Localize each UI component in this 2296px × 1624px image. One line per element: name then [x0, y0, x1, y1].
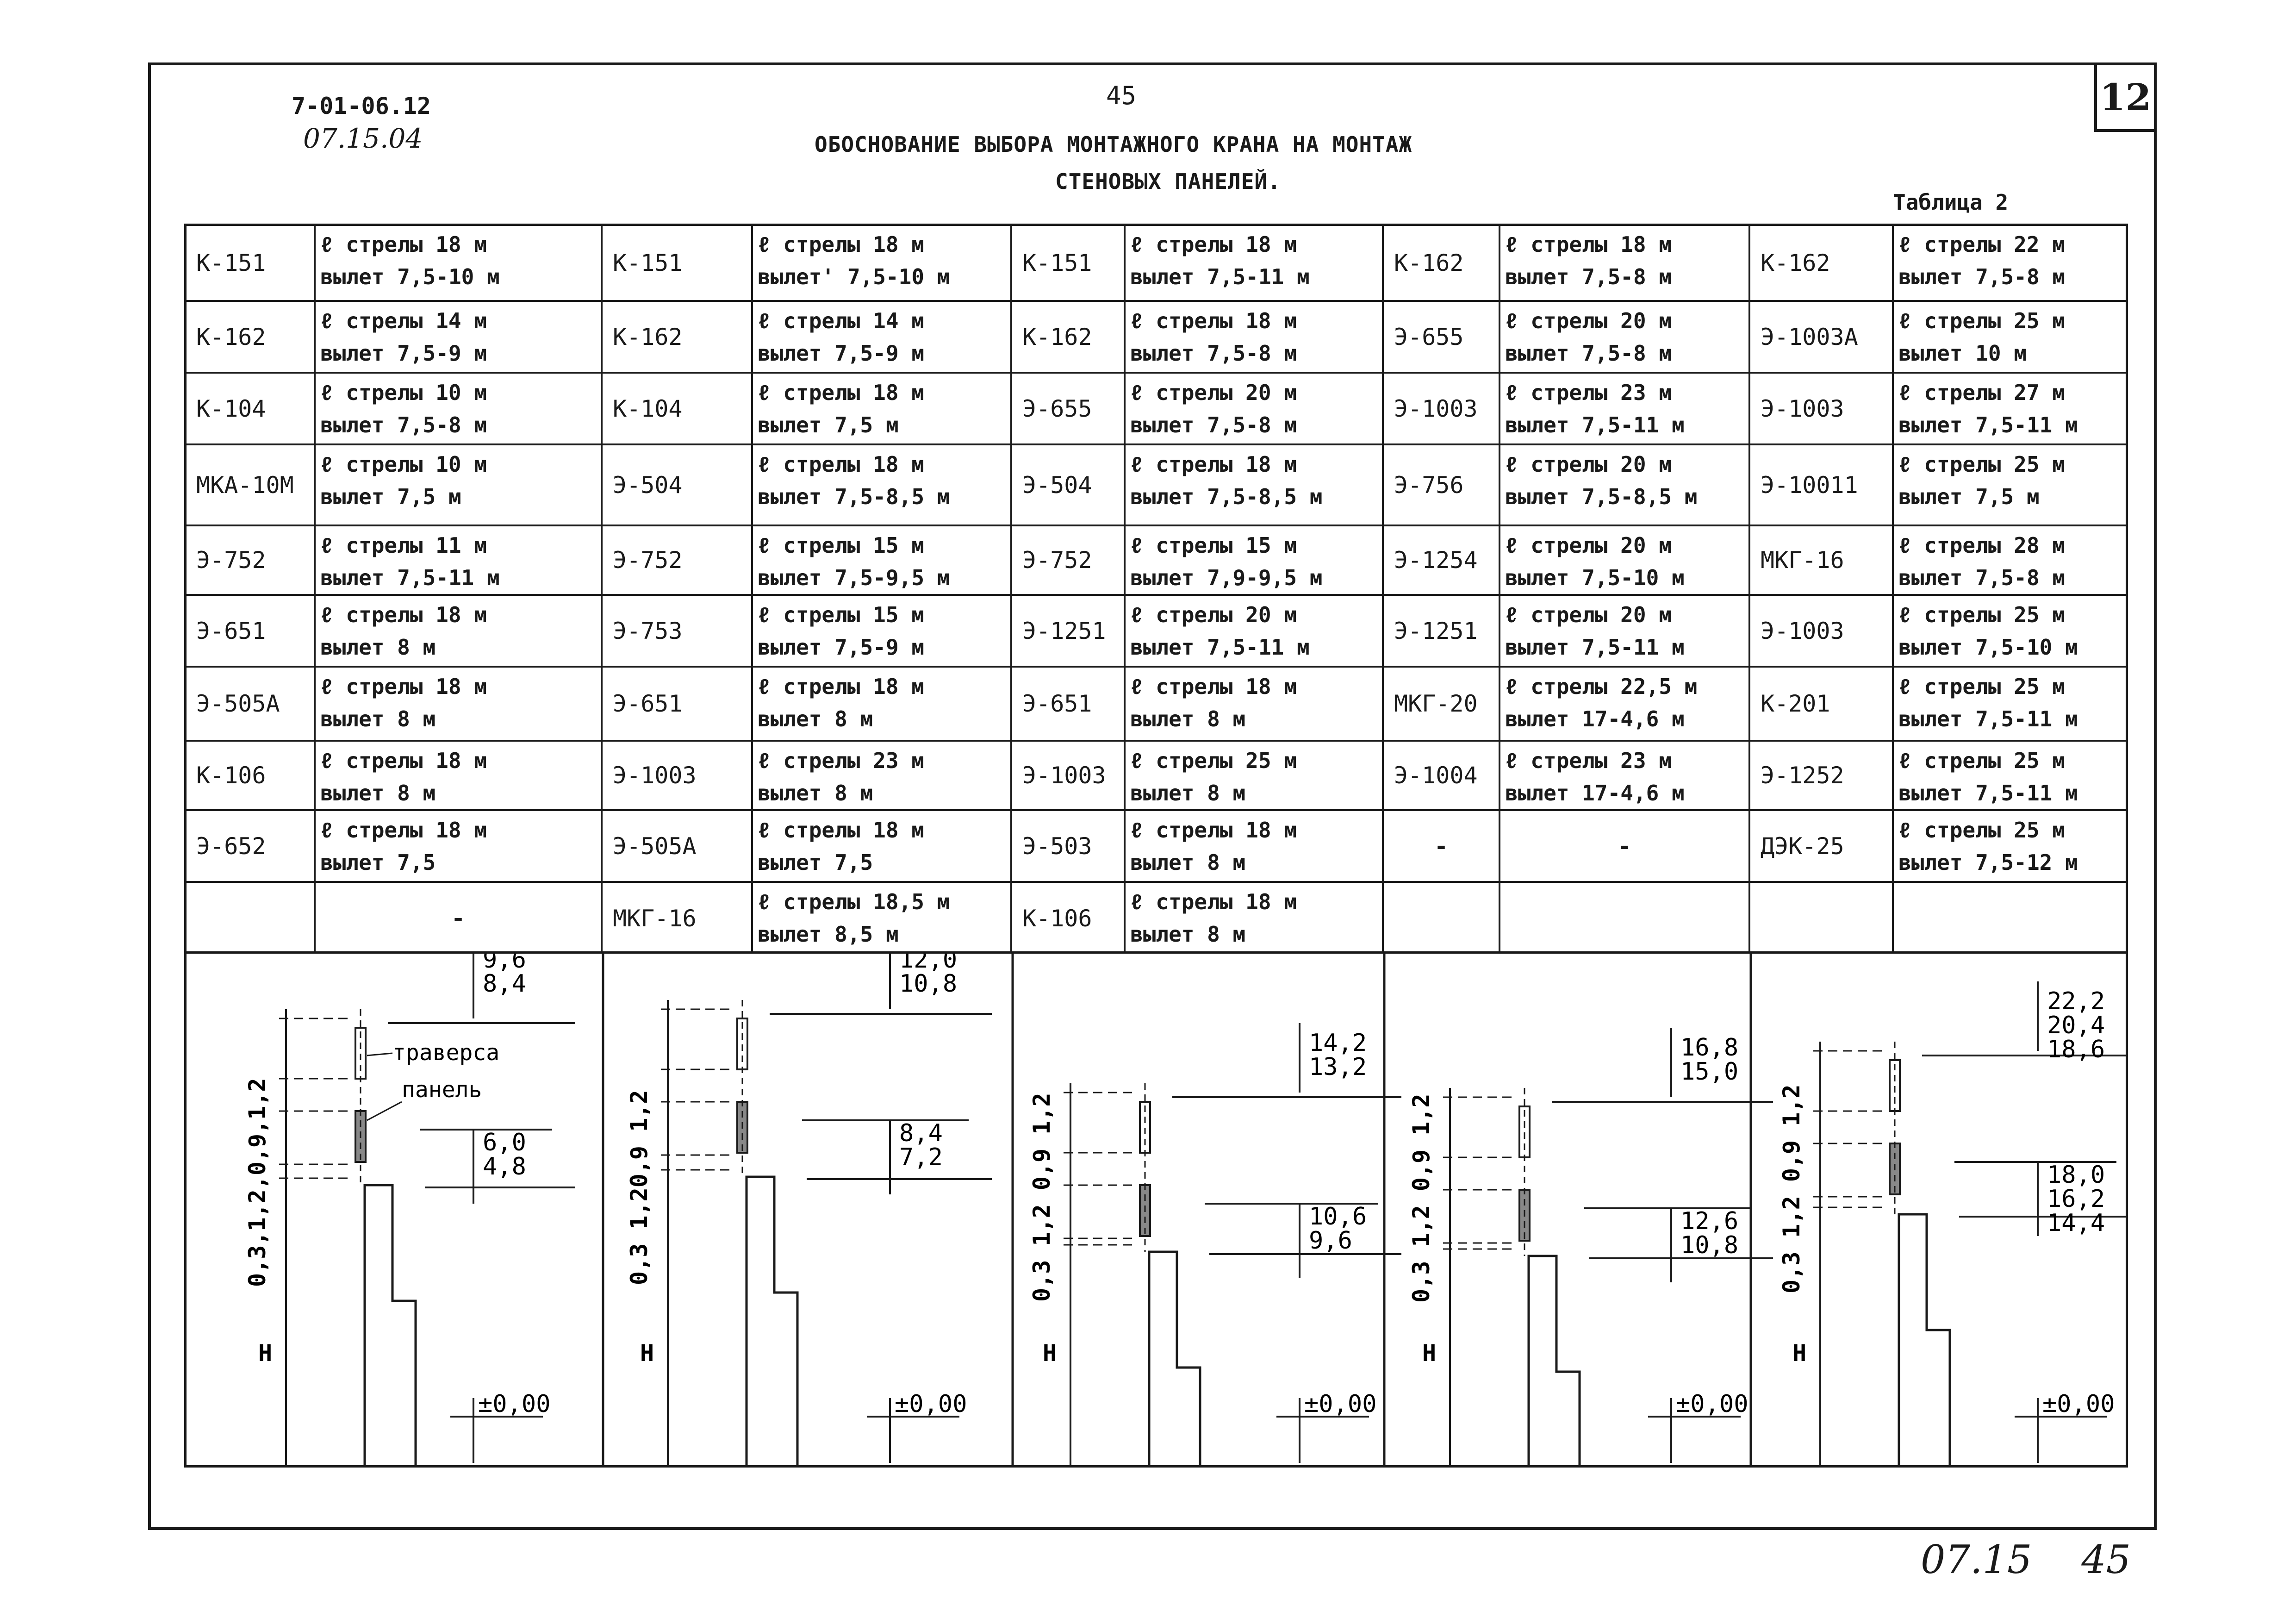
- boom-length: ℓ стрелы 18,5 м: [758, 889, 950, 914]
- reach: вылет 7,5-11 м: [1130, 635, 1310, 660]
- boom-length: ℓ стрелы 25 м: [1898, 748, 2065, 773]
- traverse-label: траверса: [392, 1040, 500, 1066]
- reach: вылет 7,5-11 м: [1898, 781, 2078, 806]
- reach: вылет 8 м: [320, 706, 436, 731]
- zero-elevation: ±0,00: [895, 1390, 967, 1418]
- crane-spec-cell: [1124, 525, 1382, 594]
- reach: вылет 7,9-9,5 м: [1130, 565, 1323, 590]
- building-outline: [1899, 1214, 1950, 1465]
- top-elevation: 10,8: [899, 970, 958, 998]
- crane-code-cell: Э-1251: [1010, 594, 1124, 666]
- crane-code-cell: К-162: [1748, 224, 1892, 300]
- reach: вылет 7,5-9 м: [758, 635, 925, 660]
- crane-spec-cell: [314, 224, 601, 300]
- boom-length: ℓ стрелы 23 м: [1505, 748, 1672, 773]
- crane-spec-cell: [1124, 594, 1382, 666]
- crane-spec-cell: [751, 372, 1010, 443]
- crane-code-cell: К-106: [184, 740, 314, 809]
- crane-code-cell: Э-1254: [1382, 525, 1499, 594]
- height-label: Н: [640, 1340, 654, 1367]
- boom-length: ℓ стрелы 11 м: [320, 533, 487, 558]
- boom-length: ℓ стрелы 18 м: [320, 748, 487, 773]
- sheet-number-box: [2094, 62, 2157, 132]
- top-elevation: 22,2: [2047, 987, 2105, 1015]
- crane-code-cell: Э-651: [184, 594, 314, 666]
- reach: вылет 7,5-11 м: [1898, 412, 2078, 437]
- boom-length: ℓ стрелы 18 м: [1130, 452, 1297, 477]
- boom-length: ℓ стрелы 10 м: [320, 452, 487, 477]
- vertical-dimension-label: 0,3 1,2 0,9 1,2: [1028, 1093, 1055, 1302]
- crane-code-cell: Э-652: [184, 809, 314, 881]
- building-outline: [1149, 1252, 1200, 1465]
- boom-length: ℓ стрелы 14 м: [758, 308, 924, 333]
- boom-length: ℓ стрелы 22 м: [1898, 232, 2065, 257]
- top-elevation: 15,0: [1680, 1058, 1739, 1086]
- zero-elevation: ±0,00: [478, 1390, 551, 1418]
- boom-length: ℓ стрелы 15 м: [758, 602, 924, 627]
- height-label: Н: [1422, 1340, 1437, 1367]
- crane-code-cell: К-151: [601, 224, 751, 300]
- reach: вылет 10 м: [1898, 341, 2027, 366]
- top-elevation: 12,0: [899, 954, 958, 974]
- crane-code-cell: К-104: [184, 372, 314, 443]
- boom-length: ℓ стрелы 18 м: [1130, 232, 1297, 257]
- crane-code-cell: К-151: [1010, 224, 1124, 300]
- traverse-pointer: [367, 1053, 392, 1056]
- boom-length: ℓ стрелы 28 м: [1898, 533, 2065, 558]
- zero-elevation: ±0,00: [1676, 1390, 1748, 1418]
- mid-elevation: 12,6: [1680, 1207, 1739, 1235]
- crane-spec-cell: [1892, 809, 2128, 881]
- boom-length: ℓ стрелы 20 м: [1505, 452, 1672, 477]
- mid-elevation: 16,2: [2047, 1185, 2105, 1213]
- building-outline: [365, 1185, 416, 1465]
- reach: вылет 7,5-8,5 м: [1505, 484, 1698, 509]
- crane-code-cell: Э-1003А: [1748, 300, 1892, 372]
- boom-length: ℓ стрелы 18 м: [320, 232, 487, 257]
- crane-code-cell: МКГ-20: [1382, 666, 1499, 740]
- panel-label: панель: [402, 1077, 482, 1103]
- crane-code-cell: Э-1251: [1382, 594, 1499, 666]
- crane-spec-cell: [1892, 372, 2128, 443]
- crane-code-cell: К-162: [601, 300, 751, 372]
- crane-spec-cell: [751, 881, 1010, 954]
- crane-spec-cell: [751, 443, 1010, 525]
- reach: вылет 8,5 м: [758, 922, 899, 947]
- crane-code-cell: [1382, 881, 1499, 954]
- crane-diagram: [1408, 1028, 1773, 1465]
- crane-code-cell: Э-1003: [1748, 372, 1892, 443]
- reach: вылет 7,5-8,5 м: [758, 484, 950, 509]
- crane-code-cell: Э-1003: [1010, 740, 1124, 809]
- height-label: Н: [258, 1340, 273, 1367]
- vertical-dimension-label: 0,3 1,2 0,9 1,2: [1408, 1093, 1435, 1303]
- reach: вылет 7,5: [320, 850, 436, 875]
- reach: вылет 7,5-9 м: [758, 341, 925, 366]
- document-code: 7-01-06.12: [292, 93, 431, 119]
- page-number: 45: [1106, 81, 1137, 110]
- crane-spec-cell: [1892, 881, 2128, 954]
- crane-spec-cell: [1124, 809, 1382, 881]
- top-elevation: 16,8: [1680, 1034, 1739, 1062]
- zero-elevation: ±0,00: [1304, 1390, 1377, 1418]
- boom-length: ℓ стрелы 23 м: [1505, 380, 1672, 405]
- mid-elevation: 18,0: [2047, 1161, 2105, 1189]
- reach: вылет 7,5-8 м: [1898, 565, 2066, 590]
- reach: вылет 7,5-9 м: [320, 341, 487, 366]
- reach: вылет 7,5-8 м: [320, 412, 487, 437]
- boom-length: ℓ стрелы 25 м: [1898, 308, 2065, 333]
- crane-spec-cell: [1892, 594, 2128, 666]
- crane-code-cell: МКА-10М: [184, 443, 314, 525]
- crane-spec-cell: [751, 740, 1010, 809]
- diagram-area: [184, 951, 2128, 1468]
- crane-spec-cell: [314, 525, 601, 594]
- boom-length: ℓ стрелы 18 м: [1130, 674, 1297, 699]
- panel-pointer: [367, 1102, 402, 1120]
- top-elevation: 18,6: [2047, 1036, 2105, 1063]
- boom-length: ℓ стрелы 20 м: [1130, 602, 1297, 627]
- crane-code-cell: Э-655: [1382, 300, 1499, 372]
- crane-spec-cell: [1892, 224, 2128, 300]
- reach: вылет 8 м: [1130, 706, 1246, 731]
- reach: вылет 7,5: [758, 850, 873, 875]
- boom-length: ℓ стрелы 18 м: [758, 452, 924, 477]
- crane-code-cell: Э-505А: [601, 809, 751, 881]
- crane-spec-cell: [314, 443, 601, 525]
- crane-code-cell: ДЭК-25: [1748, 809, 1892, 881]
- mid-elevation: 7,2: [899, 1143, 943, 1171]
- mid-elevation: 10,8: [1680, 1231, 1739, 1259]
- crane-diagram: [244, 954, 575, 1465]
- reach: вылет 7,5-8 м: [1130, 341, 1297, 366]
- reach: вылет 17-4,6 м: [1505, 706, 1685, 731]
- crane-spec-cell: [1499, 740, 1748, 809]
- mid-elevation: 14,4: [2047, 1209, 2105, 1237]
- reach: вылет 8 м: [320, 635, 436, 660]
- crane-diagram: [1778, 981, 2126, 1465]
- zero-elevation: ±0,00: [2042, 1390, 2115, 1418]
- reach: вылет 8 м: [758, 781, 873, 806]
- crane-spec-cell: [1499, 443, 1748, 525]
- crane-diagram: [626, 954, 992, 1465]
- reach: вылет 8 м: [320, 781, 436, 806]
- boom-length: ℓ стрелы 20 м: [1505, 533, 1672, 558]
- boom-length: ℓ стрелы 23 м: [758, 748, 924, 773]
- reach: вылет 7,5-11 м: [320, 565, 500, 590]
- building-outline: [747, 1177, 797, 1465]
- crane-spec-cell: -: [314, 881, 601, 954]
- mid-elevation: 10,6: [1309, 1203, 1367, 1230]
- crane-code-cell: К-162: [1010, 300, 1124, 372]
- crane-spec-cell: [1124, 372, 1382, 443]
- crane-spec-cell: [1499, 372, 1748, 443]
- crane-code-cell: Э-651: [1010, 666, 1124, 740]
- crane-code-cell: Э-505А: [184, 666, 314, 740]
- crane-code-cell: [1748, 881, 1892, 954]
- crane-spec-cell: [314, 666, 601, 740]
- reach: вылет 7,5-10 м: [320, 264, 500, 289]
- crane-code-cell: Э-753: [601, 594, 751, 666]
- crane-spec-cell: [1124, 443, 1382, 525]
- boom-length: ℓ стрелы 18 м: [320, 818, 487, 843]
- boom-length: ℓ стрелы 18 м: [1130, 818, 1297, 843]
- boom-length: ℓ стрелы 18 м: [1130, 889, 1297, 914]
- crane-spec-cell: [1124, 300, 1382, 372]
- crane-spec-cell: [751, 666, 1010, 740]
- height-label: Н: [1043, 1340, 1057, 1367]
- document-date: 07.15.04: [303, 123, 423, 154]
- reach: вылет 7,5-8 м: [1898, 264, 2066, 289]
- crane-spec-cell: [1892, 300, 2128, 372]
- crane-code-cell: Э-1003: [1748, 594, 1892, 666]
- boom-length: ℓ стрелы 20 м: [1505, 602, 1672, 627]
- boom-length: ℓ стрелы 18 м: [320, 602, 487, 627]
- reach: вылет 7,5-8,5 м: [1130, 484, 1323, 509]
- crane-table: [184, 224, 2128, 954]
- crane-spec-cell: [1124, 740, 1382, 809]
- boom-length: ℓ стрелы 25 м: [1898, 452, 2065, 477]
- reach: вылет 7,5-8 м: [1505, 341, 1672, 366]
- reach: вылет 7,5 м: [320, 484, 461, 509]
- stamp-code: 07.15: [1921, 1537, 2032, 1582]
- boom-length: ℓ стрелы 18 м: [758, 674, 924, 699]
- title-line-1: ОБОСНОВАНИЕ ВЫБОРА МОНТАЖНОГО КРАНА НА МОНТАЖ: [815, 132, 1412, 157]
- crane-spec-cell: [751, 300, 1010, 372]
- reach: вылет 7,5 м: [758, 412, 899, 437]
- crane-code-cell: Э-655: [1010, 372, 1124, 443]
- building-outline: [1529, 1256, 1580, 1465]
- crane-code-cell: -: [1382, 809, 1499, 881]
- crane-code-cell: К-201: [1748, 666, 1892, 740]
- crane-diagram: [1028, 1023, 1401, 1465]
- top-elevation: 9,6: [483, 954, 526, 974]
- crane-code-cell: Э-1003: [1382, 372, 1499, 443]
- crane-spec-cell: [314, 740, 601, 809]
- diagram-svg: [187, 954, 2126, 1465]
- reach: вылет 7,5 м: [1898, 484, 2040, 509]
- reach: вылет 8 м: [758, 706, 873, 731]
- crane-code-cell: Э-752: [1010, 525, 1124, 594]
- reach: вылет 7,5-11 м: [1505, 635, 1685, 660]
- crane-spec-cell: [1499, 224, 1748, 300]
- crane-spec-cell: [1124, 666, 1382, 740]
- reach: вылет 7,5-11 м: [1130, 264, 1310, 289]
- crane-spec-cell: [314, 372, 601, 443]
- vertical-dimension-label: 0,3,1,2,0,9,1,2: [244, 1078, 271, 1287]
- boom-length: ℓ стрелы 25 м: [1898, 818, 2065, 843]
- crane-code-cell: Э-1004: [1382, 740, 1499, 809]
- crane-spec-cell: [1499, 666, 1748, 740]
- crane-spec-cell: [314, 300, 601, 372]
- crane-code-cell: Э-504: [601, 443, 751, 525]
- crane-code-cell: К-106: [1010, 881, 1124, 954]
- crane-code-cell: МКГ-16: [1748, 525, 1892, 594]
- mid-elevation: 4,8: [483, 1153, 526, 1181]
- title-line-2: СТЕНОВЫХ ПАНЕЛЕЙ.: [1055, 169, 1281, 194]
- boom-length: ℓ стрелы 25 м: [1130, 748, 1297, 773]
- boom-length: ℓ стрелы 18 м: [758, 232, 924, 257]
- crane-spec-cell: [1124, 881, 1382, 954]
- crane-spec-cell: [751, 809, 1010, 881]
- mid-elevation: 8,4: [899, 1119, 943, 1147]
- crane-code-cell: Э-1003: [601, 740, 751, 809]
- crane-spec-cell: [1892, 443, 2128, 525]
- crane-code-cell: К-151: [184, 224, 314, 300]
- mid-elevation: 9,6: [1309, 1227, 1352, 1255]
- reach: вылет' 7,5-10 м: [758, 264, 950, 289]
- boom-length: ℓ стрелы 10 м: [320, 380, 487, 405]
- crane-spec-cell: [1892, 666, 2128, 740]
- crane-spec-cell: [314, 809, 601, 881]
- crane-spec-cell: [314, 594, 601, 666]
- sheet-number: 12: [2099, 75, 2152, 119]
- reach: вылет 7,5-10 м: [1505, 565, 1685, 590]
- height-label: Н: [1792, 1340, 1807, 1367]
- boom-length: ℓ стрелы 20 м: [1505, 308, 1672, 333]
- crane-code-cell: Э-756: [1382, 443, 1499, 525]
- crane-spec-cell: [1892, 525, 2128, 594]
- top-elevation: 8,4: [483, 970, 526, 998]
- reach: вылет 7,5-8 м: [1505, 264, 1672, 289]
- crane-spec-cell: [1499, 525, 1748, 594]
- crane-spec-cell: [751, 224, 1010, 300]
- top-elevation: 14,2: [1309, 1029, 1367, 1057]
- boom-length: ℓ стрелы 18 м: [758, 818, 924, 843]
- boom-length: ℓ стрелы 25 м: [1898, 602, 2065, 627]
- crane-spec-cell: [751, 594, 1010, 666]
- stamp-page: 45: [2081, 1537, 2131, 1582]
- boom-length: ℓ стрелы 20 м: [1130, 380, 1297, 405]
- reach: вылет 8 м: [1130, 850, 1246, 875]
- reach: вылет 8 м: [1130, 922, 1246, 947]
- crane-spec-cell: [1892, 740, 2128, 809]
- boom-length: ℓ стрелы 18 м: [758, 380, 924, 405]
- crane-spec-cell: [1499, 300, 1748, 372]
- reach: вылет 7,5-9,5 м: [758, 565, 950, 590]
- crane-code-cell: Э-503: [1010, 809, 1124, 881]
- crane-code-cell: Э-752: [601, 525, 751, 594]
- boom-length: ℓ стрелы 15 м: [758, 533, 924, 558]
- reach: вылет 7,5-11 м: [1898, 706, 2078, 731]
- boom-length: ℓ стрелы 27 м: [1898, 380, 2065, 405]
- crane-code-cell: Э-752: [184, 525, 314, 594]
- vertical-dimension-label: 0,3 1,2 0,9 1,2: [1778, 1084, 1805, 1293]
- crane-code-cell: Э-651: [601, 666, 751, 740]
- boom-length: ℓ стрелы 14 м: [320, 308, 487, 333]
- boom-length: ℓ стрелы 18 м: [1505, 232, 1672, 257]
- crane-code-cell: [184, 881, 314, 954]
- crane-spec-cell: -: [1499, 809, 1748, 881]
- top-elevation: 20,4: [2047, 1012, 2105, 1039]
- reach: вылет 7,5-8 м: [1130, 412, 1297, 437]
- boom-length: ℓ стрелы 18 м: [1130, 308, 1297, 333]
- crane-code-cell: Э-1252: [1748, 740, 1892, 809]
- boom-length: ℓ стрелы 18 м: [320, 674, 487, 699]
- stamp: [1921, 1537, 2131, 1582]
- crane-code-cell: Э-10011: [1748, 443, 1892, 525]
- crane-spec-cell: [1499, 881, 1748, 954]
- boom-length: ℓ стрелы 25 м: [1898, 674, 2065, 699]
- reach: вылет 17-4,6 м: [1505, 781, 1685, 806]
- mid-elevation: 6,0: [483, 1129, 526, 1156]
- crane-spec-cell: [1124, 224, 1382, 300]
- crane-spec-cell: [1499, 594, 1748, 666]
- crane-code-cell: МКГ-16: [601, 881, 751, 954]
- crane-spec-cell: [751, 525, 1010, 594]
- crane-code-cell: К-162: [184, 300, 314, 372]
- crane-code-cell: К-104: [601, 372, 751, 443]
- boom-length: ℓ стрелы 22,5 м: [1505, 674, 1698, 699]
- top-elevation: 13,2: [1309, 1053, 1367, 1081]
- crane-code-cell: Э-504: [1010, 443, 1124, 525]
- reach: вылет 8 м: [1130, 781, 1246, 806]
- boom-length: ℓ стрелы 15 м: [1130, 533, 1297, 558]
- vertical-dimension-label: 0,3 1,20,9 1,2: [626, 1090, 653, 1285]
- reach: вылет 7,5-12 м: [1898, 850, 2078, 875]
- reach: вылет 7,5-11 м: [1505, 412, 1685, 437]
- crane-code-cell: К-162: [1382, 224, 1499, 300]
- reach: вылет 7,5-10 м: [1898, 635, 2078, 660]
- table-label: Таблица 2: [1893, 190, 2009, 215]
